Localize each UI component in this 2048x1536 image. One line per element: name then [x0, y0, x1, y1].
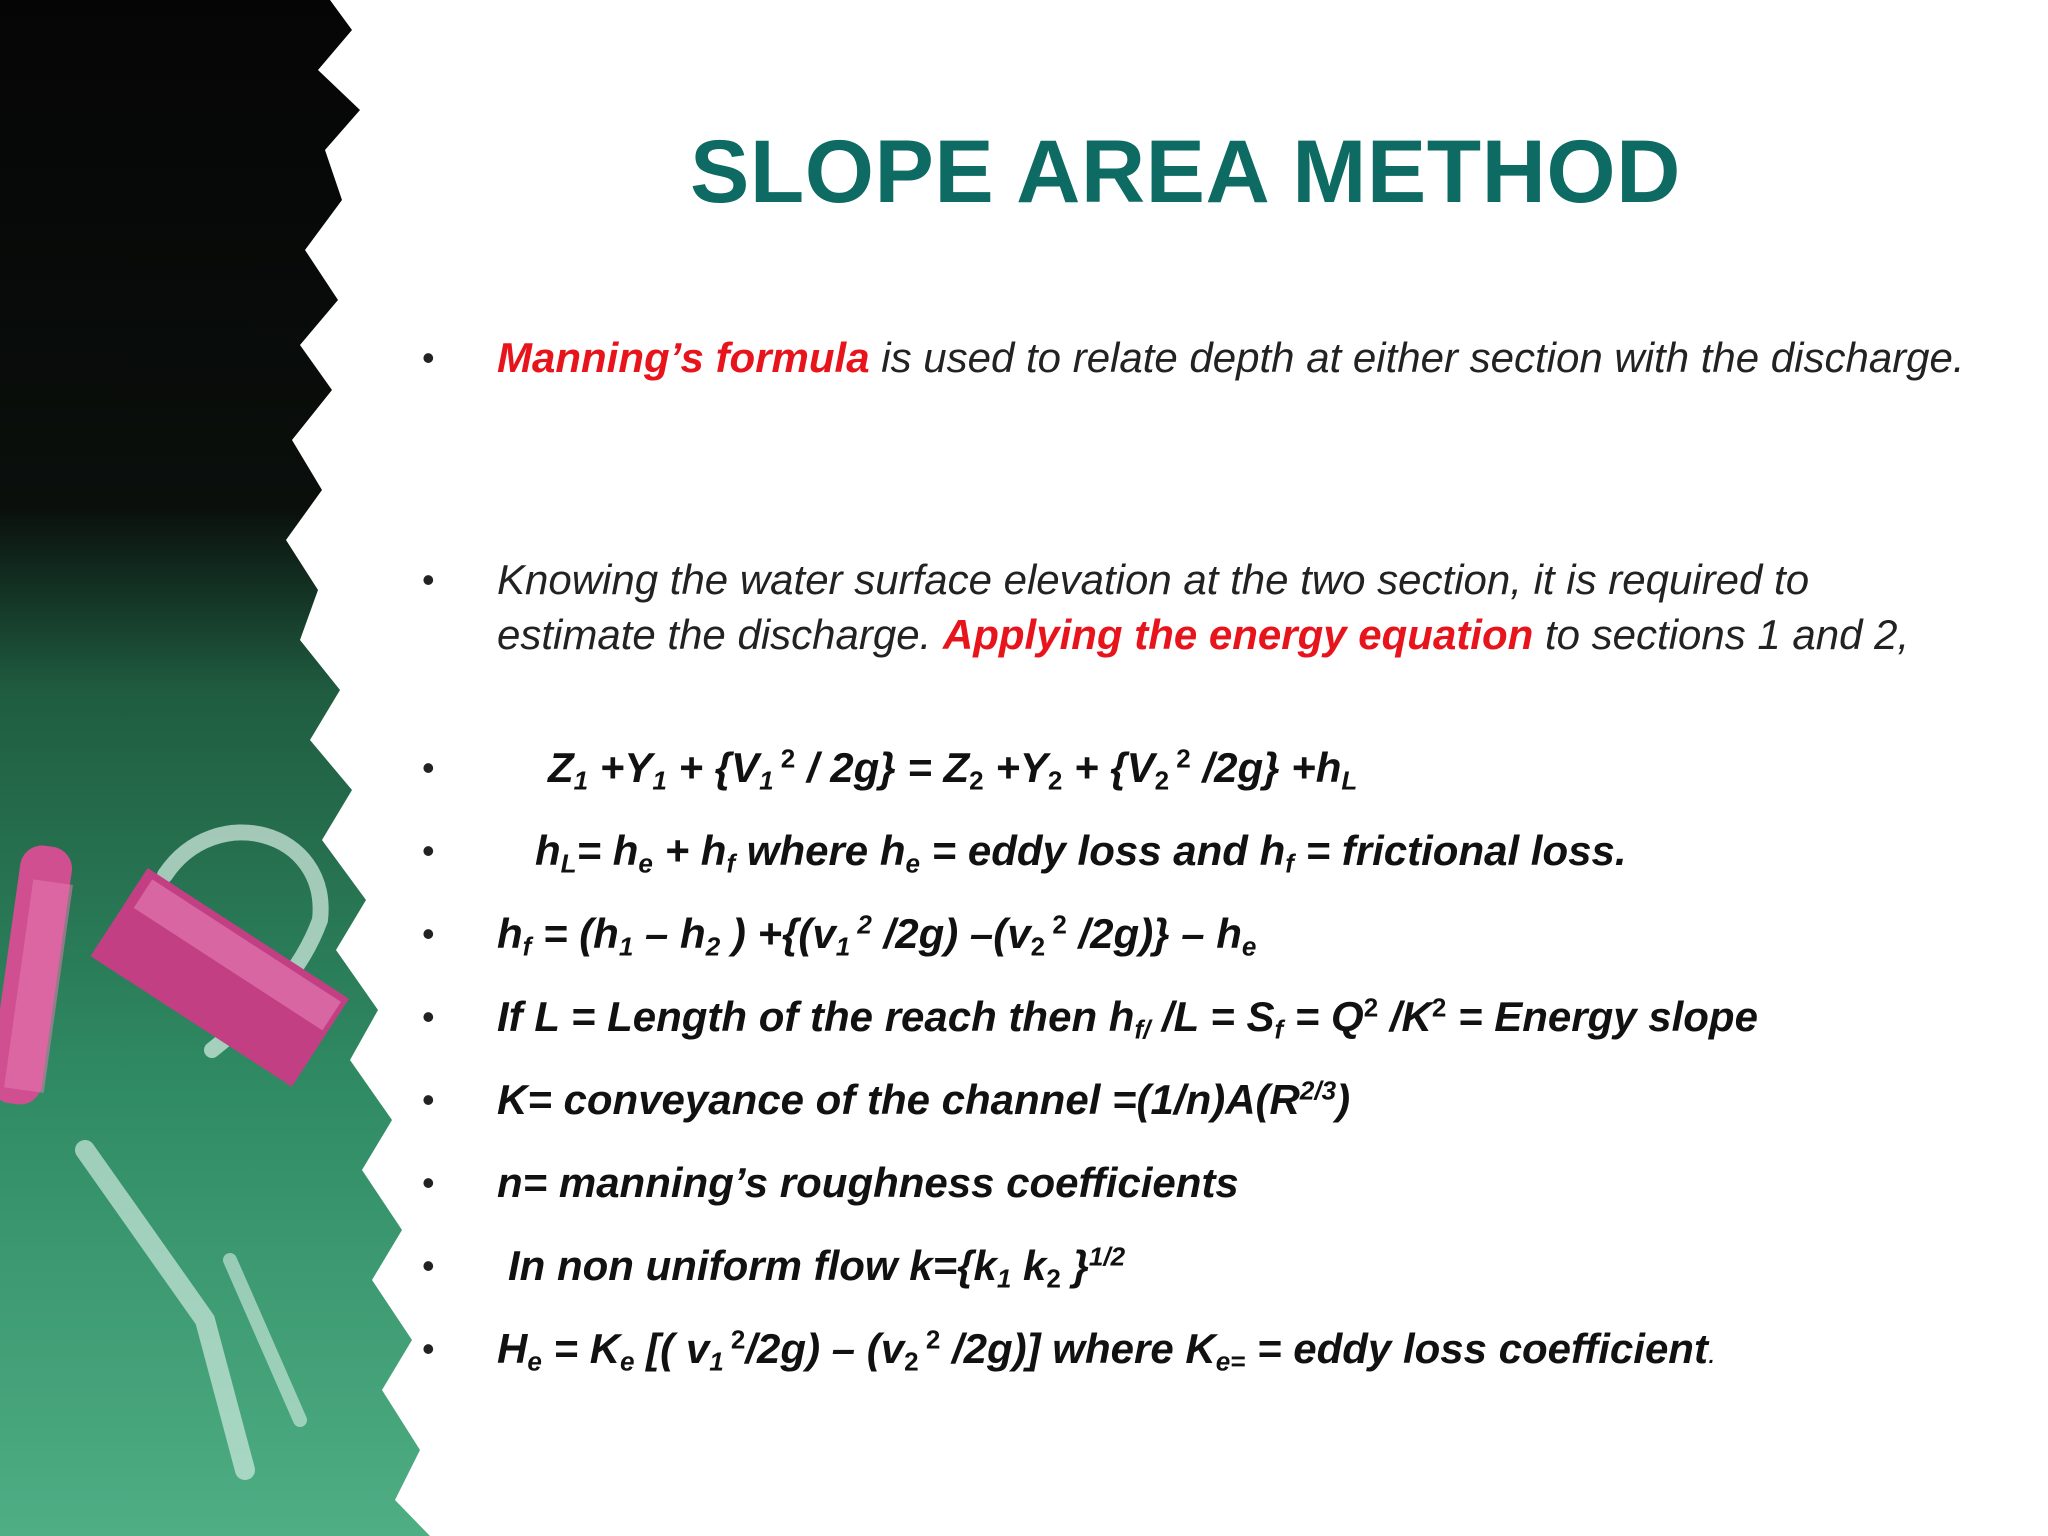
bullet-text: is used to relate depth at either section with the discharge.: [869, 334, 1965, 381]
energy-slope-definition: If L = Length of the reach then $h_{f/}$ $/L = S_f = Q^2$ $/K^2$ = Energy slope: [497, 992, 1758, 1045]
emphasis-mannings-formula: Manning’s formula: [497, 334, 870, 381]
bullet-marker: •: [422, 830, 435, 871]
emphasis-energy-equation: Applying the energy equation: [942, 611, 1534, 658]
chalkboard-decoration: [0, 0, 480, 1536]
bullet-mannings-formula: [497, 330, 1977, 385]
head-loss-definition: $h_L= h_e + h_f$ where $h_e$ = eddy loss and $h_f$ = frictional loss.: [535, 827, 1627, 879]
bullet-energy-equation-intro: [497, 552, 1977, 662]
bullet-marker: •: [422, 1245, 435, 1286]
non-uniform-flow-conveyance: In non uniform flow $k=\{k_1$ $k_2$ }$^{1/2}$: [508, 1241, 1126, 1294]
energy-equation: $Z_1 +Y_1 + \{V_1$ $^2 / 2g\} = Z_2 +Y_2 + \{V_2$ $^2$ $/2g\} +h_L$: [548, 743, 1358, 796]
conveyance-definition: K= conveyance of the channel $=(1/n)A(R^{2/3})$: [497, 1075, 1351, 1123]
eddy-loss-equation: $H_e = K_e$ [( $v_1$ $^2/2g) - (v_2$ $^2$ /2g)] where $K_{e=}$ = eddy loss coefficient.: [497, 1324, 1717, 1377]
bullet-marker: •: [422, 996, 435, 1037]
bullet-text: Knowing the water surface elevation at the two section, it is required to estimate the discharge.: [497, 556, 1810, 658]
bullet-marker: •: [422, 559, 435, 600]
bullet-marker: •: [422, 1162, 435, 1203]
bullet-marker: •: [422, 337, 435, 378]
frictional-loss-equation: $h_f = (h_1 - h_2$ ) $+\{(v_1$ $^2$ /2g) $-(v_2$ $^2$ $/2g)\} - h_e$: [497, 909, 1257, 962]
bullet-marker: •: [422, 1328, 435, 1369]
bullet-marker: •: [422, 747, 435, 788]
roughness-definition: n= manning’s roughness coefficients: [497, 1159, 1239, 1206]
bullet-marker: •: [422, 1079, 435, 1120]
board-shape: [0, 0, 430, 1536]
bullet-marker: •: [422, 913, 435, 954]
bullet-text: to sections 1 and 2,: [1533, 611, 1910, 658]
slide-title: SLOPE AREA METHOD: [690, 121, 1681, 221]
